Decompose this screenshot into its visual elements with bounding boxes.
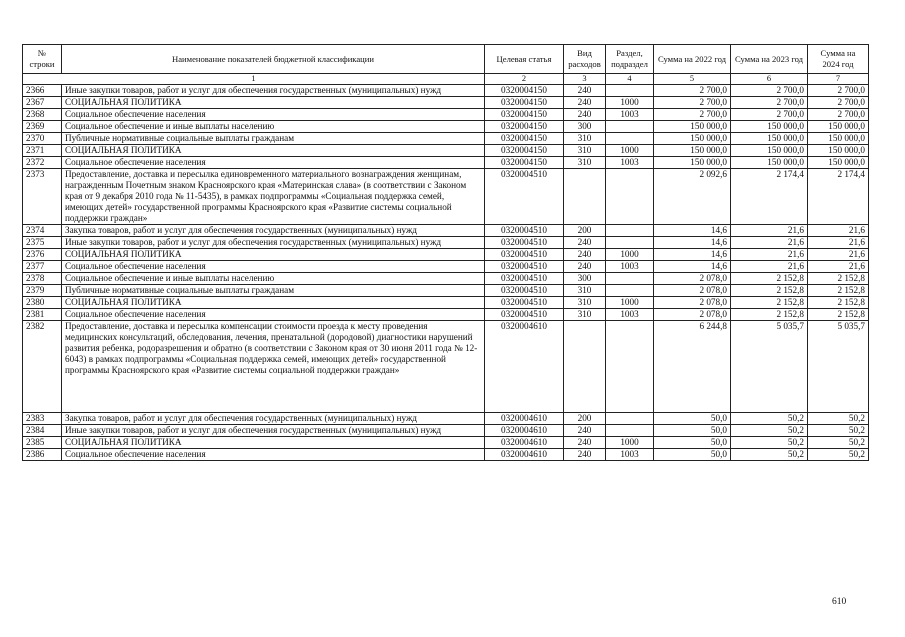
header-sum-2024: Сумма на 2024 год <box>808 45 869 74</box>
row-number-cell: 2379 <box>23 285 62 297</box>
table-row <box>23 169 869 225</box>
header-sum-2022: Сумма на 2022 год <box>654 45 731 74</box>
table-row <box>23 97 869 109</box>
indicator-name-cell: Социальное обеспечение населения <box>62 309 485 321</box>
sum-2022-cell: 14,6 <box>654 249 731 261</box>
table-row <box>23 109 869 121</box>
table-row <box>23 249 869 261</box>
sum-2022-cell: 150 000,0 <box>654 157 731 169</box>
sum-2024-cell: 150 000,0 <box>808 133 869 145</box>
header-section: Раздел, подраздел <box>606 45 654 74</box>
row-number-cell: 2367 <box>23 97 62 109</box>
expense-type-cell: 240 <box>564 437 606 449</box>
column-number: 5 <box>654 74 731 85</box>
expense-type-cell: 300 <box>564 273 606 285</box>
row-number-cell: 2374 <box>23 225 62 237</box>
section-cell <box>606 413 654 425</box>
sum-2023-cell: 2 700,0 <box>731 85 808 97</box>
sum-2024-cell: 2 700,0 <box>808 109 869 121</box>
sum-2023-cell: 21,6 <box>731 261 808 273</box>
target-article-cell: 0320004610 <box>485 425 564 437</box>
sum-2022-cell: 50,0 <box>654 437 731 449</box>
sum-2023-cell: 150 000,0 <box>731 133 808 145</box>
expense-type-cell: 240 <box>564 425 606 437</box>
row-number-cell: 2376 <box>23 249 62 261</box>
indicator-name-cell: Предоставление, доставка и пересылка компенсации стоимости проезда к месту проведения медицинских консультаций, обследования, лечения, пренатальной (дородовой) диагностики нарушений развития ребенка, родоразрешения и обратно (в соответствии с Законом края от 30 июня 2011 года № 12-6043) в рамках подпрограммы «Социальная поддержка семей, имеющих детей» государственной программы Красноярского края «Развитие системы социальной поддержки граждан» <box>62 321 485 413</box>
expense-type-cell <box>564 169 606 225</box>
sum-2024-cell: 50,2 <box>808 449 869 461</box>
indicator-name-cell: Иные закупки товаров, работ и услуг для обеспечения государственных (муниципальных) нужд <box>62 425 485 437</box>
indicator-name-cell: Закупка товаров, работ и услуг для обеспечения государственных (муниципальных) нужд <box>62 225 485 237</box>
budget-table <box>22 44 869 461</box>
section-cell <box>606 237 654 249</box>
table-row <box>23 225 869 237</box>
table-row <box>23 437 869 449</box>
target-article-cell: 0320004610 <box>485 413 564 425</box>
row-number-cell: 2377 <box>23 261 62 273</box>
sum-2022-cell: 150 000,0 <box>654 133 731 145</box>
sum-2023-cell: 21,6 <box>731 225 808 237</box>
sum-2024-cell: 5 035,7 <box>808 321 869 413</box>
sum-2022-cell: 2 092,6 <box>654 169 731 225</box>
target-article-cell: 0320004510 <box>485 169 564 225</box>
table-row <box>23 425 869 437</box>
indicator-name-cell: Социальное обеспечение и иные выплаты населению <box>62 273 485 285</box>
sum-2022-cell: 2 700,0 <box>654 97 731 109</box>
sum-2023-cell: 21,6 <box>731 237 808 249</box>
target-article-cell: 0320004510 <box>485 225 564 237</box>
sum-2023-cell: 2 152,8 <box>731 309 808 321</box>
column-number: 1 <box>23 74 485 85</box>
expense-type-cell: 310 <box>564 285 606 297</box>
expense-type-cell <box>564 321 606 413</box>
sum-2022-cell: 6 244,8 <box>654 321 731 413</box>
indicator-name-cell: Социальное обеспечение и иные выплаты населению <box>62 121 485 133</box>
target-article-cell: 0320004150 <box>485 133 564 145</box>
sum-2022-cell: 150 000,0 <box>654 121 731 133</box>
expense-type-cell: 310 <box>564 133 606 145</box>
section-cell <box>606 285 654 297</box>
table-row <box>23 273 869 285</box>
row-number-cell: 2375 <box>23 237 62 249</box>
sum-2024-cell: 2 152,8 <box>808 273 869 285</box>
indicator-name-cell: СОЦИАЛЬНАЯ ПОЛИТИКА <box>62 437 485 449</box>
column-number: 4 <box>606 74 654 85</box>
row-number-cell: 2386 <box>23 449 62 461</box>
section-cell: 1000 <box>606 297 654 309</box>
sum-2022-cell: 14,6 <box>654 225 731 237</box>
table-row <box>23 145 869 157</box>
section-cell <box>606 273 654 285</box>
expense-type-cell: 200 <box>564 413 606 425</box>
expense-type-cell: 240 <box>564 261 606 273</box>
target-article-cell: 0320004610 <box>485 449 564 461</box>
sum-2023-cell: 2 152,8 <box>731 273 808 285</box>
table-row <box>23 321 869 413</box>
target-article-cell: 0320004150 <box>485 157 564 169</box>
sum-2023-cell: 50,2 <box>731 425 808 437</box>
sum-2023-cell: 21,6 <box>731 249 808 261</box>
expense-type-cell: 240 <box>564 237 606 249</box>
section-cell: 1000 <box>606 145 654 157</box>
sum-2023-cell: 2 152,8 <box>731 285 808 297</box>
indicator-name-cell: Предоставление, доставка и пересылка единовременного материального вознаграждения женщинам, награжденным Почетным знаком Красноярского края «Материнская слава» (в соответствии с Законом края от 9 декабря 2010 года № 11-5435), в рамках подпрограммы «Социальная поддержка семей, имеющих детей» государственной программы Красноярского края «Развитие системы социальной поддержки граждан» <box>62 169 485 225</box>
table-row <box>23 285 869 297</box>
sum-2024-cell: 2 152,8 <box>808 309 869 321</box>
sum-2024-cell: 50,2 <box>808 413 869 425</box>
row-number-cell: 2373 <box>23 169 62 225</box>
indicator-name-cell: Публичные нормативные социальные выплаты гражданам <box>62 133 485 145</box>
table-row <box>23 121 869 133</box>
sum-2023-cell: 2 700,0 <box>731 109 808 121</box>
expense-type-cell: 240 <box>564 85 606 97</box>
column-number: 3 <box>564 74 606 85</box>
sum-2024-cell: 21,6 <box>808 249 869 261</box>
row-number-cell: 2371 <box>23 145 62 157</box>
sum-2022-cell: 50,0 <box>654 449 731 461</box>
table-row <box>23 85 869 97</box>
row-number-cell: 2372 <box>23 157 62 169</box>
target-article-cell: 0320004510 <box>485 285 564 297</box>
sum-2022-cell: 2 078,0 <box>654 273 731 285</box>
expense-type-cell: 310 <box>564 309 606 321</box>
sum-2024-cell: 21,6 <box>808 261 869 273</box>
sum-2023-cell: 2 174,4 <box>731 169 808 225</box>
header-indicator-name: Наименование показателей бюджетной классификации <box>62 45 485 74</box>
row-number-cell: 2384 <box>23 425 62 437</box>
sum-2023-cell: 150 000,0 <box>731 157 808 169</box>
table-row <box>23 237 869 249</box>
section-cell <box>606 425 654 437</box>
table-row <box>23 297 869 309</box>
expense-type-cell: 300 <box>564 121 606 133</box>
column-number: 7 <box>808 74 869 85</box>
header-row-number: № строки <box>23 45 62 74</box>
expense-type-cell: 310 <box>564 145 606 157</box>
indicator-name-cell: Публичные нормативные социальные выплаты гражданам <box>62 285 485 297</box>
target-article-cell: 0320004150 <box>485 121 564 133</box>
target-article-cell: 0320004510 <box>485 297 564 309</box>
indicator-name-cell: Социальное обеспечение населения <box>62 109 485 121</box>
target-article-cell: 0320004510 <box>485 249 564 261</box>
target-article-cell: 0320004150 <box>485 109 564 121</box>
sum-2023-cell: 5 035,7 <box>731 321 808 413</box>
sum-2024-cell: 21,6 <box>808 225 869 237</box>
indicator-name-cell: Иные закупки товаров, работ и услуг для обеспечения государственных (муниципальных) нужд <box>62 237 485 249</box>
expense-type-cell: 240 <box>564 97 606 109</box>
target-article-cell: 0320004150 <box>485 97 564 109</box>
target-article-cell: 0320004150 <box>485 145 564 157</box>
page-number: 610 <box>832 597 847 607</box>
sum-2024-cell: 2 700,0 <box>808 85 869 97</box>
sum-2022-cell: 2 700,0 <box>654 109 731 121</box>
column-number: 2 <box>485 74 564 85</box>
section-cell: 1003 <box>606 261 654 273</box>
indicator-name-cell: Социальное обеспечение населения <box>62 157 485 169</box>
row-number-cell: 2369 <box>23 121 62 133</box>
row-number-cell: 2382 <box>23 321 62 413</box>
table-body <box>23 85 869 461</box>
target-article-cell: 0320004610 <box>485 437 564 449</box>
header-target-article: Целевая статья <box>485 45 564 74</box>
indicator-name-cell: Социальное обеспечение населения <box>62 261 485 273</box>
sum-2022-cell: 50,0 <box>654 413 731 425</box>
table-row <box>23 449 869 461</box>
indicator-name-cell: Закупка товаров, работ и услуг для обеспечения государственных (муниципальных) нужд <box>62 413 485 425</box>
section-cell: 1000 <box>606 97 654 109</box>
expense-type-cell: 310 <box>564 297 606 309</box>
sum-2023-cell: 150 000,0 <box>731 121 808 133</box>
header-expense-type: Вид расходов <box>564 45 606 74</box>
table-row <box>23 261 869 273</box>
row-number-cell: 2370 <box>23 133 62 145</box>
sum-2022-cell: 2 700,0 <box>654 85 731 97</box>
sum-2022-cell: 50,0 <box>654 425 731 437</box>
table-row <box>23 413 869 425</box>
expense-type-cell: 240 <box>564 249 606 261</box>
column-number: 6 <box>731 74 808 85</box>
sum-2024-cell: 150 000,0 <box>808 157 869 169</box>
expense-type-cell: 310 <box>564 157 606 169</box>
section-cell <box>606 169 654 225</box>
section-cell <box>606 85 654 97</box>
sum-2023-cell: 50,2 <box>731 449 808 461</box>
indicator-name-cell: СОЦИАЛЬНАЯ ПОЛИТИКА <box>62 297 485 309</box>
sum-2022-cell: 2 078,0 <box>654 309 731 321</box>
sum-2024-cell: 2 174,4 <box>808 169 869 225</box>
sum-2023-cell: 150 000,0 <box>731 145 808 157</box>
row-number-cell: 2366 <box>23 85 62 97</box>
row-number-cell: 2368 <box>23 109 62 121</box>
row-number-cell: 2383 <box>23 413 62 425</box>
expense-type-cell: 240 <box>564 449 606 461</box>
indicator-name-cell: СОЦИАЛЬНАЯ ПОЛИТИКА <box>62 97 485 109</box>
section-cell <box>606 121 654 133</box>
sum-2024-cell: 150 000,0 <box>808 145 869 157</box>
indicator-name-cell: СОЦИАЛЬНАЯ ПОЛИТИКА <box>62 145 485 157</box>
sum-2024-cell: 2 700,0 <box>808 97 869 109</box>
sum-2024-cell: 2 152,8 <box>808 285 869 297</box>
sum-2024-cell: 21,6 <box>808 237 869 249</box>
sum-2022-cell: 2 078,0 <box>654 285 731 297</box>
sum-2023-cell: 50,2 <box>731 413 808 425</box>
target-article-cell: 0320004510 <box>485 273 564 285</box>
target-article-cell: 0320004610 <box>485 321 564 413</box>
table-row <box>23 157 869 169</box>
section-cell <box>606 225 654 237</box>
section-cell: 1003 <box>606 309 654 321</box>
sum-2024-cell: 2 152,8 <box>808 297 869 309</box>
header-sum-2023: Сумма на 2023 год <box>731 45 808 74</box>
section-cell: 1003 <box>606 449 654 461</box>
section-cell <box>606 133 654 145</box>
sum-2024-cell: 50,2 <box>808 425 869 437</box>
sum-2023-cell: 2 152,8 <box>731 297 808 309</box>
section-cell: 1003 <box>606 157 654 169</box>
section-cell: 1003 <box>606 109 654 121</box>
sum-2024-cell: 150 000,0 <box>808 121 869 133</box>
row-number-cell: 2378 <box>23 273 62 285</box>
sum-2022-cell: 14,6 <box>654 237 731 249</box>
section-cell: 1000 <box>606 249 654 261</box>
indicator-name-cell: СОЦИАЛЬНАЯ ПОЛИТИКА <box>62 249 485 261</box>
target-article-cell: 0320004510 <box>485 261 564 273</box>
sum-2024-cell: 50,2 <box>808 437 869 449</box>
table-row <box>23 309 869 321</box>
expense-type-cell: 200 <box>564 225 606 237</box>
expense-type-cell: 240 <box>564 109 606 121</box>
target-article-cell: 0320004510 <box>485 309 564 321</box>
row-number-cell: 2385 <box>23 437 62 449</box>
indicator-name-cell: Иные закупки товаров, работ и услуг для обеспечения государственных (муниципальных) нужд <box>62 85 485 97</box>
sum-2022-cell: 150 000,0 <box>654 145 731 157</box>
sum-2022-cell: 14,6 <box>654 261 731 273</box>
sum-2023-cell: 2 700,0 <box>731 97 808 109</box>
row-number-cell: 2381 <box>23 309 62 321</box>
sum-2023-cell: 50,2 <box>731 437 808 449</box>
section-cell: 1000 <box>606 437 654 449</box>
target-article-cell: 0320004510 <box>485 237 564 249</box>
row-number-cell: 2380 <box>23 297 62 309</box>
target-article-cell: 0320004150 <box>485 85 564 97</box>
sum-2022-cell: 2 078,0 <box>654 297 731 309</box>
table-row <box>23 133 869 145</box>
indicator-name-cell: Социальное обеспечение населения <box>62 449 485 461</box>
section-cell <box>606 321 654 413</box>
column-numbers-row <box>23 74 869 85</box>
header-row <box>23 45 869 74</box>
